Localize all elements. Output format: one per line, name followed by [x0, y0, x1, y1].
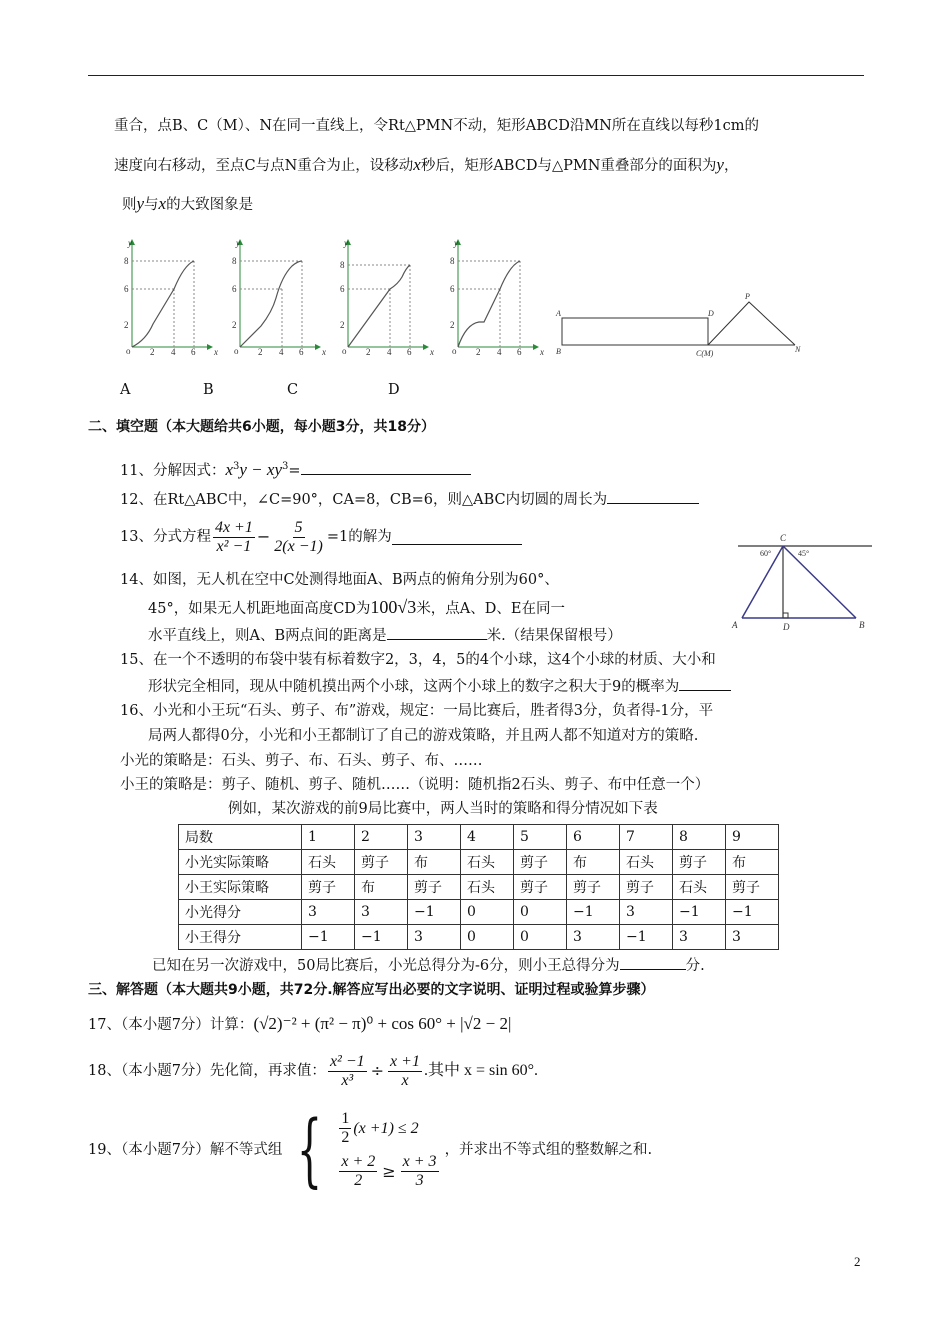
table-cell: 3 [567, 925, 620, 950]
y-tick: 2 [124, 320, 129, 330]
intro-line-2: 速度向右移动，至点C与点N重合为止，设移动x秒后，矩形ABCD与△PMN重叠部分的面积为y， [114, 155, 739, 174]
table-cell: 布 [355, 875, 408, 900]
question-18: 18、（本小题7分）先化简，再求值： $\frac{\text{x² −1}}{\text{x³}}$ ÷ $\frac{x +1}{x}$ .其中 x = sin 60°. [88, 1052, 539, 1089]
point-n-label: N [795, 345, 801, 354]
section-2-title: 二、填空题（本大题给共6小题，每小题3分，共18分） [88, 419, 435, 435]
table-cell: 3 [408, 925, 461, 950]
table-cell: 8 [673, 825, 726, 850]
brace-symbol: { [297, 1103, 323, 1196]
x-axis-label: x [430, 347, 434, 357]
table-cell: 3 [355, 900, 408, 925]
y-tick: 8 [124, 256, 129, 266]
fraction: $\frac{x + 3}{3}$ [402, 1153, 437, 1189]
y-tick: 2 [232, 320, 237, 330]
row-header: 局数 [179, 825, 302, 850]
question-14-line-1: 14、如图，无人机在空中C处测得地面A、B两点的俯角分别为60°、 [120, 572, 559, 588]
question-16-line-5: 例如，某次游戏的前9局比赛中，两人当时的策略和得分情况如下表 [228, 801, 658, 817]
rectangle-triangle-figure [555, 292, 801, 358]
fraction: $\frac{5}{2(x -1)}$ [274, 518, 323, 555]
x-tick: 2 [258, 347, 263, 357]
option-b: B [203, 382, 214, 398]
question-16-line-6: 已知在另一次游戏中，50局比赛后，小光总得分为-6分，则小王总得分为 分. [152, 955, 705, 976]
table-cell: 5 [514, 825, 567, 850]
y-tick: 2 [340, 320, 345, 330]
point-a-label: A [556, 309, 561, 318]
y-tick: 2 [450, 320, 455, 330]
x-tick: 2 [366, 347, 371, 357]
table-cell: 3 [726, 925, 779, 950]
table-cell: 0 [514, 900, 567, 925]
point-c-label: C [780, 533, 787, 543]
answer-blank [607, 489, 699, 504]
point-a-label: A [732, 620, 738, 630]
table-row [179, 900, 779, 925]
y-axis-label: y [344, 238, 348, 248]
point-p-label: P [745, 292, 750, 301]
answer-blank [679, 676, 731, 691]
table-cell: −1 [673, 900, 726, 925]
table-cell: 0 [514, 925, 567, 950]
option-c: C [287, 382, 299, 398]
table-cell: 4 [461, 825, 514, 850]
x-tick: 4 [387, 347, 392, 357]
inequality-system: $\frac{1}{2}$ (x +1) ≤ 2 $\frac{x + 2}{2}$ ≥ $\frac{x + 3}{3}$ [341, 1110, 437, 1189]
row-header: 小光实际策略 [179, 850, 302, 875]
x-tick: 4 [171, 347, 176, 357]
score-table [178, 824, 779, 950]
row-header: 小王得分 [179, 925, 302, 950]
answer-blank [392, 530, 522, 545]
table-cell: 0 [461, 925, 514, 950]
intro-line-1: 重合，点B、C（M）、N在同一直线上，令Rt△PMN不动，矩形ABCD沿MN所在直线以每秒1cm的 [114, 118, 759, 134]
question-12: 12、在Rt△ABC中，∠C=90°，CA=8，CB=6，则△ABC内切圆的周长为 [120, 489, 699, 510]
answer-blank [301, 460, 471, 475]
table-cell: 剪子 [302, 875, 355, 900]
y-tick: 6 [340, 284, 345, 294]
y-tick: 8 [340, 260, 345, 270]
origin-label: o [234, 346, 239, 356]
table-cell: 布 [408, 850, 461, 875]
table-cell: 2 [355, 825, 408, 850]
point-b-label: B [556, 347, 561, 356]
table-cell: 剪子 [408, 875, 461, 900]
question-16-line-4: 小王的策略是：剪子、随机、剪子、随机……（说明：随机指2石头、剪子、布中任意一个） [120, 777, 710, 793]
x-tick: 6 [517, 347, 522, 357]
angle-45-label: 45° [798, 549, 810, 558]
y-axis-label: y [128, 238, 132, 248]
answer-blank [620, 955, 686, 970]
table-row [179, 825, 779, 850]
table-cell: 石头 [620, 850, 673, 875]
question-13: 13、分式方程 $\frac{4x +1}{\text{x² −1}}$ − $\frac{5}{2(x -1)}$ =1的解为 [120, 512, 522, 562]
table-cell: 剪子 [567, 875, 620, 900]
x-axis-label: x [214, 347, 218, 357]
fraction: $\frac{x + 2}{2}$ [341, 1153, 376, 1189]
question-16-line-1: 16、小光和小王玩“石头、剪子、布”游戏，规定：一局比赛后，胜者得3分，负者得-1分，平 [120, 703, 714, 719]
y-tick: 6 [124, 284, 129, 294]
table-cell: −1 [567, 900, 620, 925]
option-a: A [120, 382, 131, 398]
table-row [179, 850, 779, 875]
origin-label: o [126, 346, 131, 356]
table-cell: 9 [726, 825, 779, 850]
question-14-line-3: 水平直线上，则A、B两点间的距离是 米.（结果保留根号） [148, 625, 622, 646]
table-cell: 剪子 [514, 875, 567, 900]
table-cell: 石头 [302, 850, 355, 875]
table-cell: 3 [673, 925, 726, 950]
question-11: 11、分解因式：$x^3y - xy^3=$ [120, 457, 471, 481]
fraction: $\frac{4x +1}{\text{x² −1}}$ [214, 518, 253, 555]
question-16-line-3: 小光的策略是：石头、剪子、布、石头、剪子、布、…… [120, 753, 483, 769]
fraction: $\frac{x +1}{x}$ [390, 1052, 420, 1089]
y-tick: 6 [450, 284, 455, 294]
x-tick: 4 [279, 347, 284, 357]
x-tick: 6 [299, 347, 304, 357]
origin-label: o [342, 346, 347, 356]
question-17: 17、（本小题7分）计算：(√2)⁻² + (π² − π)⁰ + cos 60° + |√2 − 2| [88, 1014, 512, 1033]
x-axis-label: x [540, 347, 544, 357]
question-19: 19、（本小题7分）解不等式组 { $\frac{1}{2}$ (x +1) ≤ 2 $\frac{x + 2}{2}$ ≥ $\frac{x + 3}{3}$ ，并求出不等式组的整数解之和. [88, 1103, 653, 1196]
table-cell: 剪子 [355, 850, 408, 875]
header-rule [88, 75, 864, 76]
table-cell: 3 [408, 825, 461, 850]
question-16-line-2: 局两人都得0分，小光和小王都制订了自己的游戏策略，并且两人都不知道对方的策略. [148, 728, 699, 744]
graph-a [132, 240, 212, 347]
y-tick: 6 [232, 284, 237, 294]
table-row [179, 875, 779, 900]
table-cell: −1 [726, 900, 779, 925]
table-cell: 石头 [673, 875, 726, 900]
table-cell: 石头 [461, 875, 514, 900]
y-axis-label: y [454, 238, 458, 248]
x-tick: 4 [497, 347, 502, 357]
table-cell: 剪子 [514, 850, 567, 875]
table-cell: 剪子 [620, 875, 673, 900]
table-cell: −1 [355, 925, 408, 950]
y-tick: 8 [232, 256, 237, 266]
table-cell: 7 [620, 825, 673, 850]
point-d-label: D [708, 309, 714, 318]
table-cell: 3 [302, 900, 355, 925]
graph-d [458, 240, 538, 347]
x-tick: 2 [476, 347, 481, 357]
point-b-label: B [859, 620, 865, 630]
table-cell: 石头 [461, 850, 514, 875]
row-header: 小光得分 [179, 900, 302, 925]
table-cell: 0 [461, 900, 514, 925]
section-3-title: 三、解答题（本大题共9小题，共72分.解答应写出必要的文字说明、证明过程或验算步骤） [88, 982, 655, 998]
fraction: $\frac{\text{x² −1}}{\text{x³}}$ [329, 1052, 365, 1089]
question-15-line-1: 15、在一个不透明的布袋中装有标着数字2，3，4，5的4个小球，这4个小球的材质、大小和 [120, 652, 716, 668]
question-14-line-2: 45°，如果无人机距地面高度CD为100√3米，点A、D、E在同一 [148, 597, 565, 617]
graph-b [240, 240, 320, 347]
y-axis-label: y [236, 238, 240, 248]
answer-blank [387, 625, 487, 640]
intro-line-3: 则y与x的大致图象是 [122, 194, 254, 213]
y-tick: 8 [450, 256, 455, 266]
x-tick: 6 [191, 347, 196, 357]
x-axis-label: x [322, 347, 326, 357]
point-cm-label: C(M) [696, 349, 714, 358]
question-15-line-2: 形状完全相同，现从中随机摸出两个小球，这两个小球上的数字之积大于9的概率为 [148, 676, 731, 697]
page-number: 2 [854, 1254, 861, 1269]
x-tick: 6 [407, 347, 412, 357]
table-cell: 剪子 [726, 875, 779, 900]
origin-label: o [452, 346, 457, 356]
option-d: D [388, 382, 400, 398]
x-tick: 2 [150, 347, 155, 357]
table-cell: 剪子 [673, 850, 726, 875]
table-cell: −1 [302, 925, 355, 950]
point-d-label: D [783, 622, 790, 632]
table-cell: 布 [726, 850, 779, 875]
table-cell: 6 [567, 825, 620, 850]
table-cell: −1 [620, 925, 673, 950]
graph-options-figure [110, 232, 820, 367]
table-cell: 布 [567, 850, 620, 875]
table-cell: −1 [408, 900, 461, 925]
angle-60-label: 60° [760, 549, 772, 558]
drone-angle-figure [728, 530, 878, 635]
table-cell: 3 [620, 900, 673, 925]
graph-c [348, 240, 428, 347]
row-header: 小王实际策略 [179, 875, 302, 900]
fraction: $\frac{1}{2}$ [341, 1110, 350, 1146]
table-row [179, 925, 779, 950]
table-cell: 1 [302, 825, 355, 850]
